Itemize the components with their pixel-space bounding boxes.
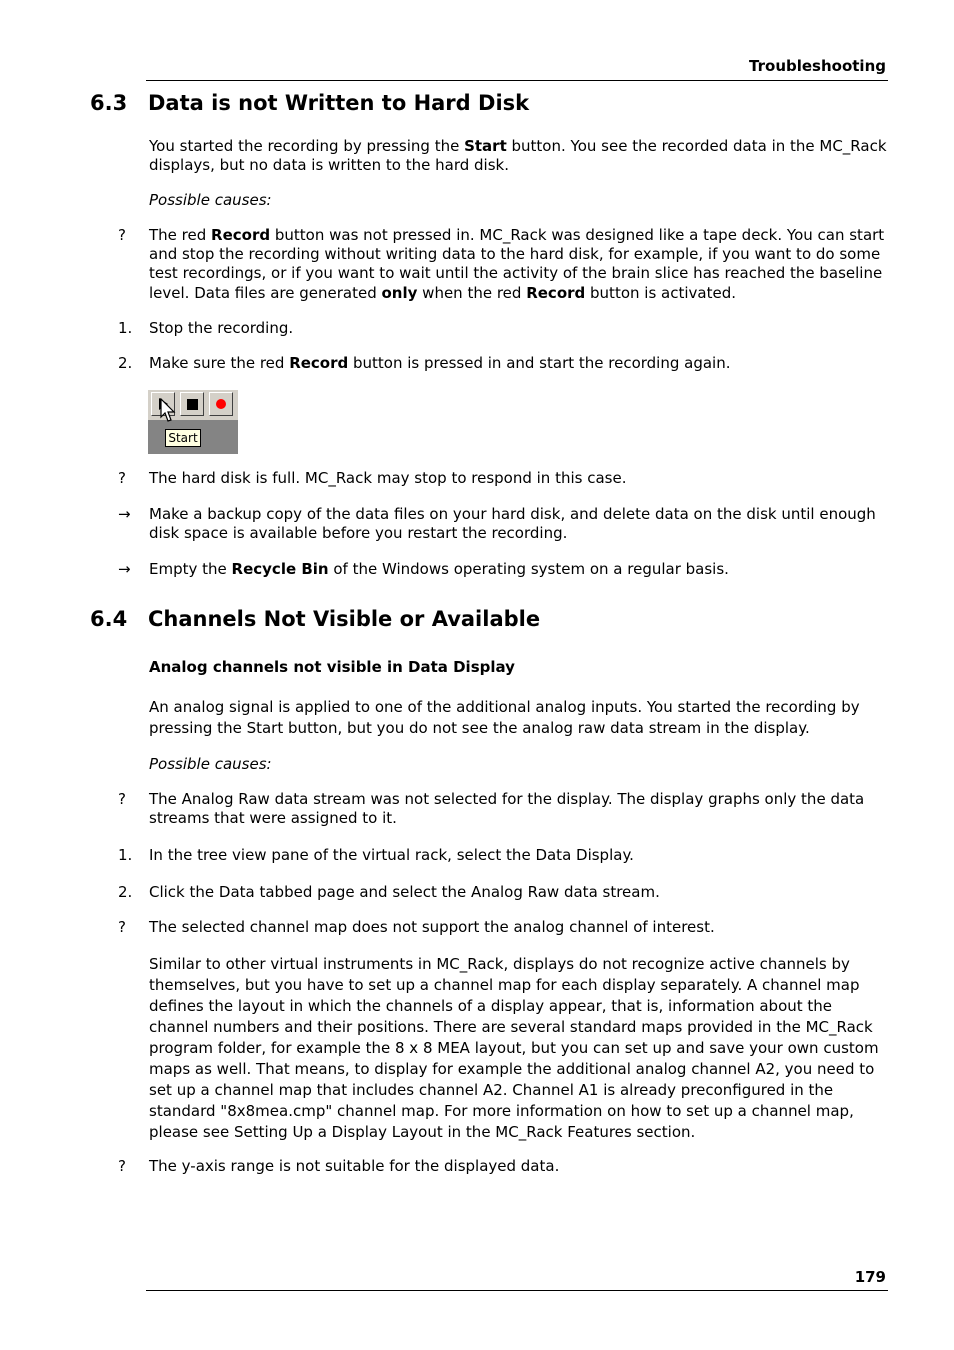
bullet-marker: ?: [118, 1157, 126, 1175]
header-rule: [146, 80, 888, 81]
section-title: Data is not Written to Hard Disk: [148, 91, 530, 115]
section-number: 6.4: [90, 607, 128, 631]
s63-step-2: Make sure the red Record button is pressed in and start the recording again.: [149, 354, 731, 372]
s64-cause-2: The selected channel map does not support the analog channel of interest.: [149, 918, 715, 936]
running-header: Troubleshooting: [749, 57, 886, 75]
section-title: Channels Not Visible or Available: [148, 607, 541, 631]
stop-button[interactable]: [180, 392, 204, 416]
record-button[interactable]: [209, 392, 233, 416]
s64-subheading: Analog channels not visible in Data Display: [149, 658, 515, 676]
stop-icon: [181, 393, 203, 415]
s63-step-1: Stop the recording.: [149, 319, 294, 337]
step-marker: 2.: [118, 354, 133, 372]
s63-intro: You started the recording by pressing the Start button. You see the recorded data in the MC_Rack displays, but no data is written to the hard disk.: [149, 137, 887, 175]
bullet-marker: ?: [118, 918, 126, 936]
s63-possible-causes: Possible causes:: [149, 191, 272, 209]
s64-cause-1: The Analog Raw data stream was not selected for the display. The display graphs only the data streams that were assigned to it.: [149, 790, 865, 828]
bullet-marker: ?: [118, 469, 126, 487]
bullet-marker: ?: [118, 790, 126, 808]
bullet-marker: ?: [118, 226, 126, 244]
record-icon: [210, 393, 232, 415]
s63-remedy-2: Empty the Recycle Bin of the Windows operating system on a regular basis.: [149, 560, 729, 578]
step-marker: 1.: [118, 846, 133, 864]
s64-possible-causes: Possible causes:: [149, 755, 272, 773]
s64-intro: An analog signal is applied to one of the additional analog inputs. You started the recording by pressing the Start button, but you do not see the analog raw data stream in the display.: [149, 698, 860, 737]
s63-cause-2: The hard disk is full. MC_Rack may stop to respond in this case.: [149, 469, 627, 487]
start-tooltip: Start: [165, 429, 201, 447]
s64-step-1: In the tree view pane of the virtual rack, select the Data Display.: [149, 846, 634, 864]
step-marker: 1.: [118, 319, 133, 337]
section-6-4-heading: [90, 607, 890, 635]
s63-cause-1: The red Record button was not pressed in. MC_Rack was designed like a tape deck. You can start and stop the recording without writing data to the hard disk, for example, if you want to do some test recordings, or if you want to wait until the activity of the brain slice has reached the baseline level. Data files are generated only when the red Record button is activated.: [149, 226, 885, 302]
section-6-3-heading: [90, 91, 890, 119]
section-number: 6.3: [90, 91, 128, 115]
mouse-cursor-icon: [159, 398, 179, 424]
s64-explanation: Similar to other virtual instruments in MC_Rack, displays do not recognize active channels by themselves, but you have to set up a channel map for each display separately. A channel map defines the layout in which the channels of a display appear, that is, information about the channel numbers and their positions. There are several standard maps provided in the MC_Rack program folder, for example the 8 x 8 MEA layout, but you can set up and save your own custom maps as well. That means, to display for example the additional analog channel A2, you need to set up a channel map that includes channel A2. Channel A1 is already preconfigured in the standard "8x8mea.cmp" channel map. For more information on how to set up a channel map, please see Setting Up a Display Layout in the MC_Rack Features section.: [149, 955, 879, 1141]
s63-remedy-1: Make a backup copy of the data files on your hard disk, and delete data on the disk until enough disk space is available before you restart the recording.: [149, 505, 876, 543]
s64-cause-3: The y-axis range is not suitable for the displayed data.: [149, 1157, 560, 1175]
s64-step-2: Click the Data tabbed page and select the Analog Raw data stream.: [149, 883, 660, 901]
page-number: 179: [854, 1268, 886, 1286]
arrow-marker: →: [118, 560, 131, 578]
recording-toolbar-image: [148, 390, 238, 454]
arrow-marker: →: [118, 505, 131, 523]
step-marker: 2.: [118, 883, 133, 901]
footer-rule: [146, 1290, 888, 1291]
